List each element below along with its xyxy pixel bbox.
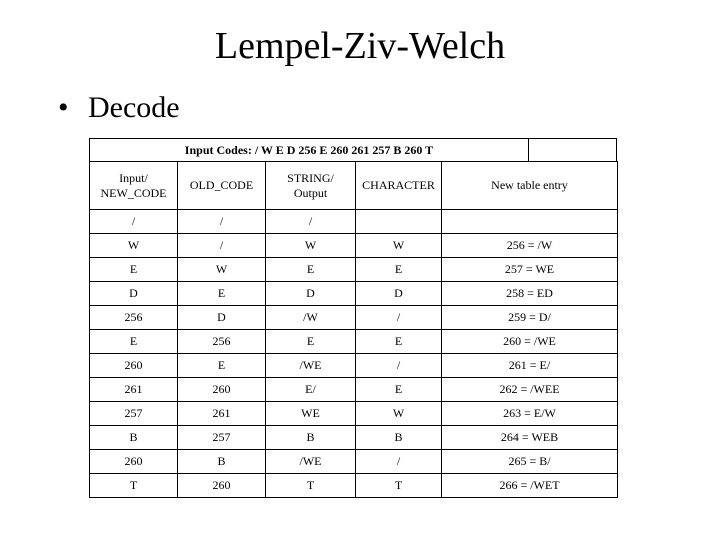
input-cell: 256: [90, 306, 178, 330]
string-cell: /WE: [266, 450, 356, 474]
header-string-line2: Output: [293, 185, 328, 200]
old-code-cell: W: [178, 258, 266, 282]
character-cell: E: [356, 378, 442, 402]
old-code-cell: D: [178, 306, 266, 330]
table-row: [90, 402, 618, 426]
character-cell: E: [356, 258, 442, 282]
table-row: [90, 474, 618, 498]
old-code-cell: E: [178, 282, 266, 306]
old-code-cell: 260: [178, 378, 266, 402]
bullet-dot: •: [58, 91, 69, 124]
new-entry-cell: 257 = WE: [442, 258, 618, 282]
input-cell: B: [90, 426, 178, 450]
input-cell: 260: [90, 450, 178, 474]
slide-title: Lempel-Ziv-Welch: [214, 25, 506, 67]
header-input-line1: Input/: [119, 170, 148, 185]
new-entry-cell: 259 = D/: [442, 306, 618, 330]
input-cell: W: [90, 234, 178, 258]
string-cell: E: [266, 258, 356, 282]
old-code-cell: 260: [178, 474, 266, 498]
input-cell: 261: [90, 378, 178, 402]
table-row: [90, 450, 618, 474]
input-cell: E: [90, 258, 178, 282]
string-cell: E/: [266, 378, 356, 402]
new-entry-cell: 256 = /W: [442, 234, 618, 258]
old-code-cell: 261: [178, 402, 266, 426]
character-cell: E: [356, 330, 442, 354]
old-code-cell: E: [178, 354, 266, 378]
old-code-cell: 256: [178, 330, 266, 354]
table-row: [90, 234, 618, 258]
table-row: [90, 354, 618, 378]
table-row: [90, 258, 618, 282]
header-old-code: OLD_CODE: [178, 162, 266, 210]
header-string-output: [266, 162, 356, 210]
lzw-decode-table: [89, 161, 618, 498]
table-row: [90, 210, 618, 234]
table-row: [90, 426, 618, 450]
string-cell: D: [266, 282, 356, 306]
string-cell: /W: [266, 306, 356, 330]
table-caption-row: [89, 138, 617, 162]
character-cell: D: [356, 282, 442, 306]
string-cell: WE: [266, 402, 356, 426]
character-cell: /: [356, 354, 442, 378]
table-row: [90, 282, 618, 306]
input-cell: E: [90, 330, 178, 354]
table-header-row: [90, 162, 618, 210]
character-cell: W: [356, 234, 442, 258]
new-entry-cell: 261 = E/: [442, 354, 618, 378]
character-cell: T: [356, 474, 442, 498]
string-cell: W: [266, 234, 356, 258]
table-row: [90, 378, 618, 402]
input-cell: 260: [90, 354, 178, 378]
input-cell: D: [90, 282, 178, 306]
new-entry-cell: 258 = ED: [442, 282, 618, 306]
new-entry-cell: 260 = /WE: [442, 330, 618, 354]
old-code-cell: /: [178, 234, 266, 258]
table-row: [90, 330, 618, 354]
header-character: CHARACTER: [356, 162, 442, 210]
new-entry-cell: 262 = /WEE: [442, 378, 618, 402]
header-new-table-entry: New table entry: [442, 162, 618, 210]
string-cell: /WE: [266, 354, 356, 378]
input-cell: /: [90, 210, 178, 234]
string-cell: E: [266, 330, 356, 354]
caption-empty-cell: [528, 139, 618, 161]
old-code-cell: B: [178, 450, 266, 474]
input-cell: 257: [90, 402, 178, 426]
new-entry-cell: 266 = /WET: [442, 474, 618, 498]
string-cell: T: [266, 474, 356, 498]
character-cell: /: [356, 450, 442, 474]
old-code-cell: 257: [178, 426, 266, 450]
character-cell: W: [356, 402, 442, 426]
string-cell: /: [266, 210, 356, 234]
bullet-text: Decode: [88, 91, 180, 124]
table-row: [90, 306, 618, 330]
new-entry-cell: 263 = E/W: [442, 402, 618, 426]
input-codes-caption: Input Codes: / W E D 256 E 260 261 257 B 260 T: [184, 143, 434, 157]
header-input-line2: NEW_CODE: [100, 185, 167, 200]
string-cell: B: [266, 426, 356, 450]
old-code-cell: /: [178, 210, 266, 234]
new-entry-cell: 265 = B/: [442, 450, 618, 474]
header-input-new-code: [90, 162, 178, 210]
character-cell: /: [356, 306, 442, 330]
header-string-line1: STRING/: [287, 170, 334, 185]
input-cell: T: [90, 474, 178, 498]
new-entry-cell: [442, 210, 618, 234]
new-entry-cell: 264 = WEB: [442, 426, 618, 450]
character-cell: B: [356, 426, 442, 450]
bullet-item: [58, 88, 180, 128]
character-cell: [356, 210, 442, 234]
